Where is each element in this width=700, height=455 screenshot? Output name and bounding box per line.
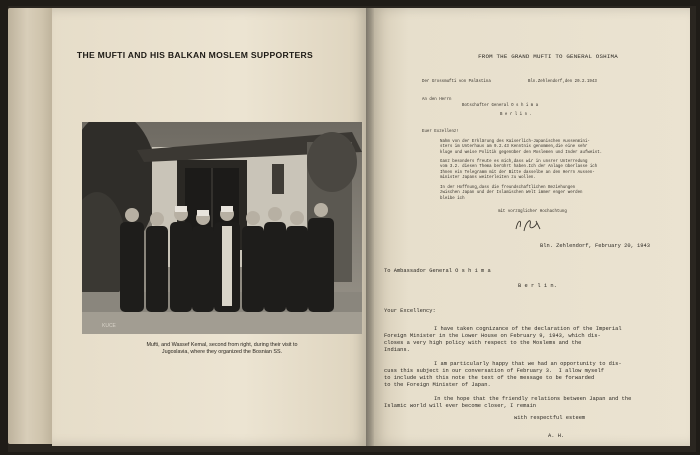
photo-mark: KUCE <box>102 323 116 329</box>
english-para-1-line-4: Indians. <box>384 347 410 353</box>
english-para-1-line-3: closes a very high policy with respect to the Moslems and the <box>384 340 582 346</box>
german-body-1-line-1: Nahm von der Erklärung des Kaiserlich-Japanischen Aussenmini- <box>440 140 590 144</box>
english-closing: with respectful esteem <box>514 415 586 421</box>
german-body-3-line-3: bleibe ich <box>440 196 465 201</box>
historical-photo <box>82 122 362 334</box>
left-page-title: THE MUFTI AND HIS BALKAN MOSLEM SUPPORTERS <box>76 50 314 60</box>
english-city: B e r l i n. <box>518 283 557 289</box>
german-body-3-line-2: zwischen Japan und der Islamischen Welt immer enger werden <box>440 191 583 196</box>
english-place-date: Bln. Zehlendorf, February 20, 1943 <box>540 243 650 249</box>
german-body-2-line-4: minister Japans weiterleiten zu wollen. <box>440 176 536 181</box>
handwritten-signature <box>510 215 550 235</box>
english-salutation: Your Excellency: <box>384 308 436 314</box>
english-para-2-line-2: cuss this subject in our conversation of February 3. I allow myself <box>384 368 604 374</box>
caption-line-1: Mufti, and Wassef Kemal, second from right, during their visit to <box>146 342 298 348</box>
german-body-2-line-1: Ganz besonders freute es mich,dass wir in unsrer Unterredung <box>440 160 588 164</box>
german-body-3-line-1: In der Hoffnung,dass die freundschaftlichen Beziehungen <box>440 186 576 190</box>
caption-line-2: Jugoslavia, where they organized the Bosnian SS. <box>161 349 283 355</box>
german-sender: Der Grossmufti von Palästina <box>422 80 491 84</box>
english-para-2-line-4: to the Foreign Minister of Japan. <box>384 382 491 388</box>
english-para-1-line-1: I have taken cognizance of the declaration of the Imperial <box>434 326 622 332</box>
english-para-3-line-2: Islamic world will ever become closer, I remain <box>384 403 537 409</box>
english-para-3-line-1: In the hope that the friendly relations between Japan and the <box>434 396 632 402</box>
german-closing: mit vorzüglicher Hochachtung <box>498 210 567 214</box>
photo-caption <box>82 342 362 356</box>
german-salutation: Euer Exzellenz! <box>422 130 459 134</box>
book-spine <box>366 8 374 446</box>
german-addressee-1: An den Herrn <box>422 98 452 102</box>
right-page-header: FROM THE GRAND MUFTI TO GENERAL OSHIMA <box>478 53 618 60</box>
german-body-1-line-2: sters im Unterhaus am 9.2.43 Kenntnis genommen,die eine sehr <box>440 145 588 150</box>
english-signature: A. H. <box>548 433 565 439</box>
german-addressee-2: Botschafter General O s h i m a <box>462 104 539 108</box>
english-para-1-line-2: Foreign Minister in the Lower House on February 9, 1943, which dis- <box>384 333 601 339</box>
german-body-2-line-2: vom 3.2. diesen Thema berührt haben.Ich der Anlage überlasse ich <box>440 165 598 170</box>
german-body-2-line-3: Ihnen ein Telegramm mit der Bitte dasselbe an den Herrn Aussen- <box>440 170 595 175</box>
english-para-2-line-3: to include with this note the text of the message to be forwarded <box>384 375 595 381</box>
german-addressee-3: B e r l i n . <box>500 113 532 117</box>
german-body-1-line-3: kluge und weise Politik gegenüber den Moslemen und Inder aufweist. <box>440 150 603 155</box>
photo-illustration <box>82 122 362 334</box>
page-stack-edge <box>8 8 56 444</box>
english-para-2-line-1: I am particularly happy that we had an opportunity to dis- <box>434 361 622 367</box>
german-place-date: Bln.Zehlendorf,den 20.2.1943 <box>528 80 597 84</box>
english-to-line: To Ambassador General O s h i m a <box>384 268 491 274</box>
